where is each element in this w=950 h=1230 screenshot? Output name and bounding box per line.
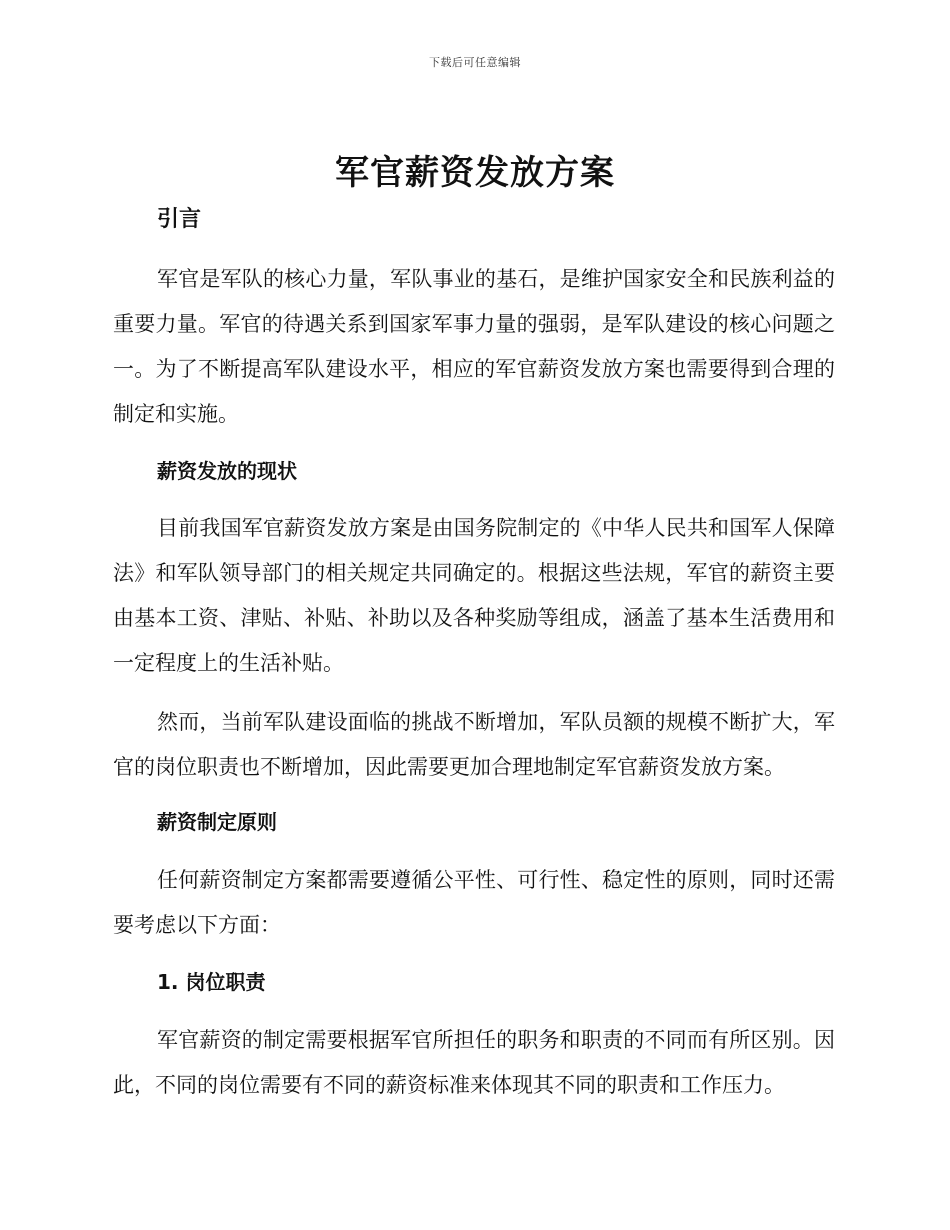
section-heading-status: 薪资发放的现状 — [157, 459, 297, 483]
section-heading-duties: 1. 岗位职责 — [157, 970, 266, 994]
document-title: 军官薪资发放方案 — [335, 153, 615, 193]
section-heading-intro: 引言 — [157, 207, 202, 232]
principles-paragraph: 任何薪资制定方案都需要遵循公平性、可行性、稳定性的原则，同时还需要考虑以下方面： — [113, 868, 835, 937]
header-note: 下载后可任意编辑 — [429, 56, 521, 69]
status-paragraph-2: 然而，当前军队建设面临的挑战不断增加，军队员额的规模不断扩大，军官的岗位职责也不断增加，因此需要更加合理地制定军官薪资发放方案。 — [113, 710, 835, 779]
section-heading-principles: 薪资制定原则 — [157, 810, 277, 834]
status-paragraph-1: 目前我国军官薪资发放方案是由国务院制定的《中华人民共和国军人保障法》和军队领导部门的相关规定共同确定的。根据这些法规，军官的薪资主要由基本工资、津贴、补贴、补助以及各种奖励等组成，涵盖了基本生活费用和一定程度上的生活补贴。 — [113, 516, 835, 675]
duties-paragraph: 军官薪资的制定需要根据军官所担任的职务和职责的不同而有所区别。因此，不同的岗位需要有不同的薪资标准来体现其不同的职责和工作压力。 — [113, 1028, 835, 1097]
intro-paragraph: 军官是军队的核心力量，军队事业的基石，是维护国家安全和民族利益的重要力量。军官的待遇关系到国家军事力量的强弱，是军队建设的核心问题之一。为了不断提高军队建设水平，相应的军官薪资发放方案也需要得到合理的制定和实施。 — [113, 267, 835, 426]
